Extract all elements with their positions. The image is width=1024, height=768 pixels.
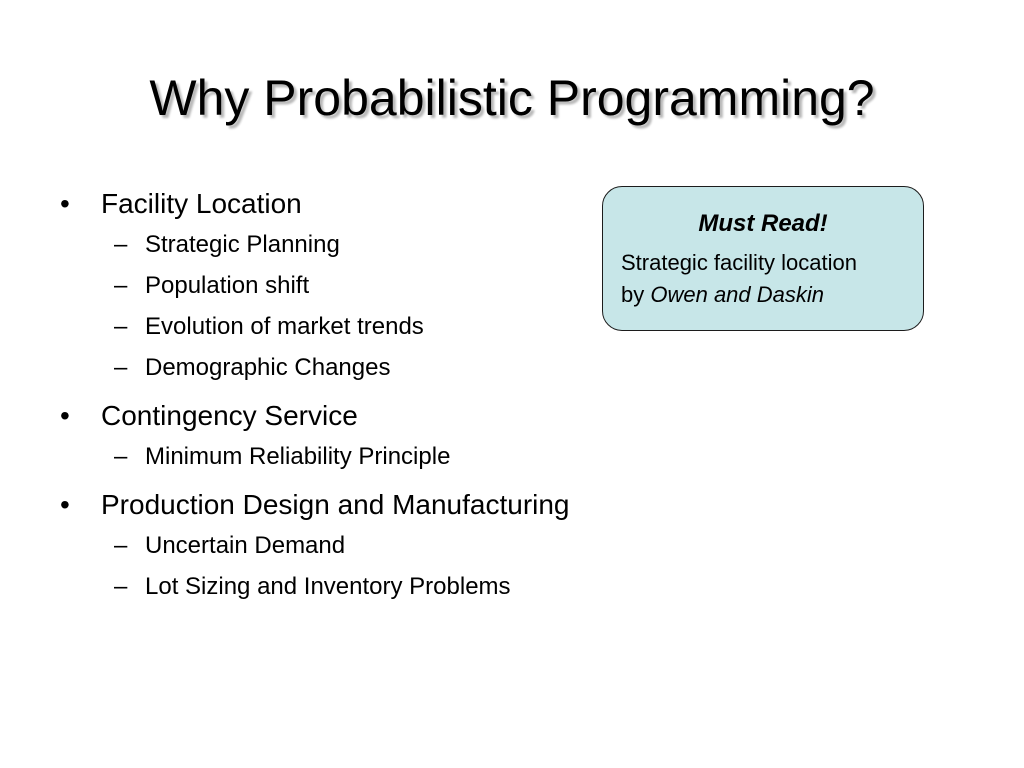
callout-line-1: Strategic facility location [621,250,857,275]
sub-item [58,306,618,347]
dash-glyph: – [114,532,128,559]
sub-item-label: Population shift [145,272,310,299]
bullet-glyph: • [60,188,70,219]
bullet-item [58,396,618,436]
bullet-label: Contingency Service [101,400,358,431]
dash-glyph: – [114,443,128,470]
sub-item-label: Strategic Planning [145,231,340,258]
callout-title: Must Read! [698,210,828,237]
dash-glyph: – [114,573,128,600]
bullet-label: Production Design and Manufacturing [101,489,570,520]
sub-item-label: Evolution of market trends [145,313,424,340]
sub-item [58,265,618,306]
slide-title: Why Probabilistic Programming? [149,70,875,126]
callout-by-prefix: by [621,282,651,307]
callout-authors: Owen and Daskin [650,282,825,307]
callout-line-2 [621,279,905,311]
sub-item-label: Lot Sizing and Inventory Problems [145,573,511,600]
bullet-glyph: • [60,489,70,520]
callout-text [621,247,905,311]
bullet-item [58,485,618,525]
sub-item [58,436,618,477]
bullet-label: Facility Location [101,188,302,219]
sub-item [58,525,618,566]
dash-glyph: – [114,354,128,381]
sub-item [58,566,618,607]
sub-item-label: Demographic Changes [145,354,391,381]
must-read-callout [602,186,924,331]
sub-item-label: Minimum Reliability Principle [145,443,451,470]
bullet-list [58,184,618,607]
sub-item [58,224,618,265]
bullet-glyph: • [60,400,70,431]
sub-item-label: Uncertain Demand [145,532,346,559]
dash-glyph: – [114,231,128,258]
sub-item [58,347,618,388]
dash-glyph: – [114,272,128,299]
dash-glyph: – [114,313,128,340]
bullet-item [58,184,618,224]
